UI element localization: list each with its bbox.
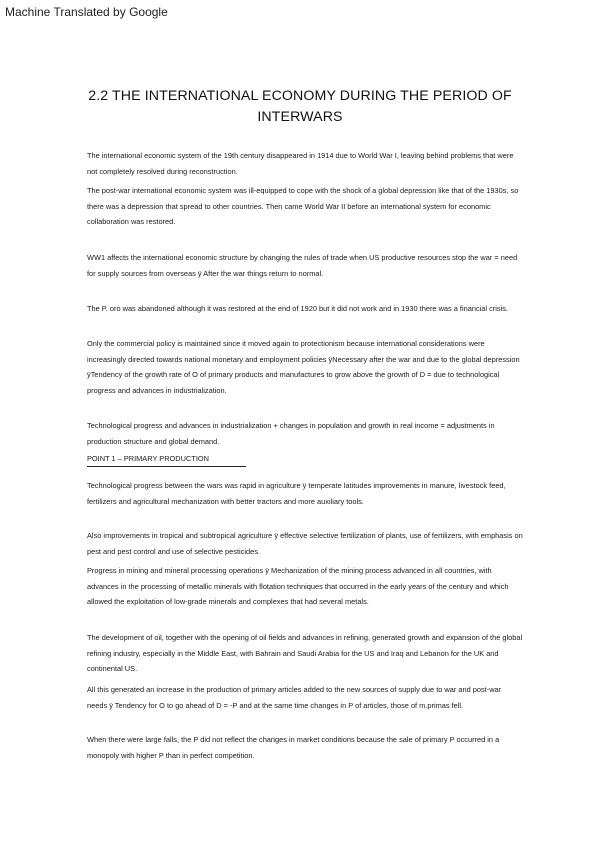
section-heading-primary-production: POINT 1 – PRIMARY PRODUCTION <box>87 452 246 467</box>
paragraph-ww1-system: The international economic system of the 19th century disappeared in 1914 due to World War I, leaving behind problems that were not completely resolved during reconstruction. <box>87 151 514 176</box>
paragraph-oil-development: The development of oil, together with the opening of oil fields and advances in refining, generated growth and expansion of the global refining industry, especially in the Middle East, with Bahrain and Saudi Arabia for the US and Iraq and Lebanon for the UK and continental US. <box>87 633 523 673</box>
paragraph-primary-articles: All this generated an increase in the production of primary articles added to the new sources of supply due to war and post-war needs ÿ Tendency for O to go ahead of D = -P and at the same time changes in P of articles, those of m.primas fell. <box>87 685 502 710</box>
machine-translation-banner: Machine Translated by Google <box>5 5 168 19</box>
paragraph-mining: Progress in mining and mineral processing operations ÿ Mechanization of the mining process advanced in all countries, with advances in the processing of metallic minerals with flotation techniques that occurred in the early years of the century and which allowed the exploitation of low-grade minerals and complexes that had several metals. <box>87 566 509 606</box>
paragraph-postwar-system: The post-war international economic system was ill-equipped to cope with the shock of a global depression like that of the 1930s, so there was a depression that spread to other countries. Then came World War II before an international system for economic collaboration was restored. <box>87 186 519 226</box>
paragraph-technological-progress: Technological progress and advances in industrialization + changes in population and growth in real income = adjustments in production structure and global demand. <box>87 421 495 446</box>
paragraph-price-falls: When there were large falls, the P did not reflect the changes in market conditions because the sale of primary P occurred in a monopoly with higher P than in perfect competition. <box>87 735 500 760</box>
paragraph-commercial-policy: Only the commercial policy is maintained since it moved again to protectionism because international considerations were increasingly directed towards national monetary and employment policies ÿNecessary after the war and due to the global depression ÿTendency of the growth rate of O of primary products and manufactures to grow above the growth of D = due to technological progress and advances in industrialization. <box>87 339 520 395</box>
paragraph-gold-standard: The P. oro was abandoned although it was restored at the end of 1920 but it did not work and in 1930 there was a financial crisis. <box>87 304 508 313</box>
paragraph-agriculture-temperate: Technological progress between the wars was rapid in agriculture ÿ temperate latitudes improvements in manure, livestock feed, fertilizers and agricultural mechanization with better tractors and more auxiliary tools. <box>87 481 506 506</box>
page-title: 2.2 THE INTERNATIONAL ECONOMY DURING THE PERIOD OF INTERWARS <box>88 88 512 125</box>
paragraph-agriculture-tropical: Also improvements in tropical and subtropical agriculture ÿ effective selective fertilization of plants, use of fertilizers, with emphasis on pest and pest control and use of selective pesticides. <box>87 531 523 556</box>
paragraph-ww1-trade: WW1 affects the international economic structure by changing the rules of trade when US productive resources stop the war = need for supply sources from overseas ÿ After the war things return to normal. <box>87 253 518 278</box>
